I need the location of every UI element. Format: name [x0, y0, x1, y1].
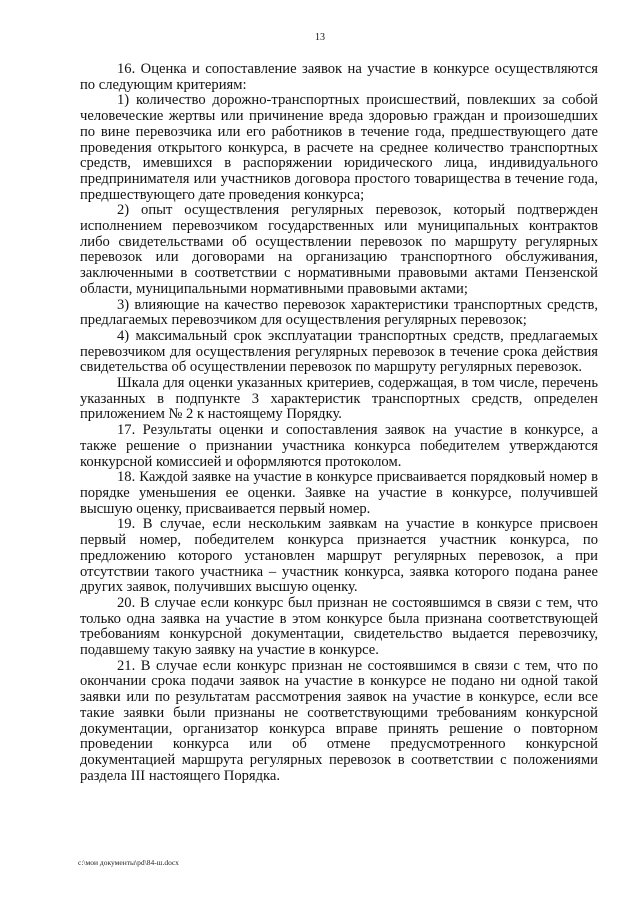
paragraph-20: 20. В случае если конкурс был признан не состоявшимся в связи с тем, что только одна заявка на участие в этом конкурсе была признана соответствующей требованиям конкурсной документации, свидетельство выдается перевозчику, подавшему такую заявку на участие в конкурсе. — [80, 594, 598, 659]
file-path-footer: c:\мои документы\pd\84-ш.docx — [78, 858, 179, 867]
rating-scale-paragraph: Шкала для оценки указанных критериев, содержащая, в том числе, перечень указанных в подпункте 3 характеристик транспортных средств, определен приложением № 2 к настоящему Порядку. — [80, 375, 598, 423]
page-number: 13 — [315, 32, 325, 43]
paragraph-16-intro: 16. Оценка и сопоставление заявок на участие в конкурсе осуществляются по следующим критериям: — [80, 61, 598, 93]
paragraph-19: 19. В случае, если нескольким заявкам на участие в конкурсе присвоен первый номер, победителем конкурса признается участник конкурса, по предложению которого установлен маршрут регулярных перевозок, а при отсутствии такого участника – участник конкурса, заявка которого подана ранее других заявок, получивших высшую оценку. — [80, 516, 598, 596]
paragraph-18: 18. Каждой заявке на участие в конкурсе присваивается порядковый номер в порядке уменьшения ее оценки. Заявке на участие в конкурсе, получившей высшую оценку, присваивается первый номер. — [80, 469, 598, 517]
document-body — [80, 62, 598, 784]
criterion-4: 4) максимальный срок эксплуатации транспортных средств, предлагаемых перевозчиком для осуществления регулярных перевозок в течение срока действия свидетельства об осуществлении перевозок по маршруту регулярных перевозок. — [80, 327, 598, 376]
criterion-2: 2) опыт осуществления регулярных перевозок, который подтвержден исполнением перевозчиком государственных или муниципальных контрактов либо свидетельствами об осуществлении перевозок по маршруту регулярных перевозок или договорами на организацию транспортного обслуживания, заключенными в соответствии с нормативными правовыми актами Пензенской области, муниципальными нормативными правовыми актами; — [80, 202, 598, 297]
paragraph-17: 17. Результаты оценки и сопоставления заявок на участие в конкурсе, а также решение о признании участника конкурса победителем утверждаются конкурсной комиссией и оформляются протоколом. — [80, 422, 598, 470]
criterion-3: 3) влияющие на качество перевозок характеристики транспортных средств, предлагаемых перевозчиком для осуществления регулярных перевозок; — [80, 296, 598, 329]
criterion-1: 1) количество дорожно-транспортных происшествий, повлекших за собой человеческие жертвы или причинение вреда здоровью граждан и произошедших по вине перевозчика или его работников в течение года, предшествующего дате проведения открытого конкурса, в расчете на среднее количество транспортных средств, имевшихся в распоряжении юридического лица, индивидуального предпринимателя или участников договора простого товарищества в течение года, предшествующего дате проведения конкурса; — [80, 92, 598, 203]
paragraph-21: 21. В случае если конкурс признан не состоявшимся в связи с тем, что по окончании срока подачи заявок на участие в конкурсе не подано ни одной такой заявки или по результатам рассмотрения заявок на участие в конкурсе, если все такие заявки были признаны не соответствующими требованиям конкурсной документации, организатор конкурса вправе принять решение о повторном проведении конкурса или об отмене предусмотренного конкурсной документацией маршрута регулярных перевозок в соответствии с положениями раздела III настоящего Порядка. — [80, 657, 598, 784]
